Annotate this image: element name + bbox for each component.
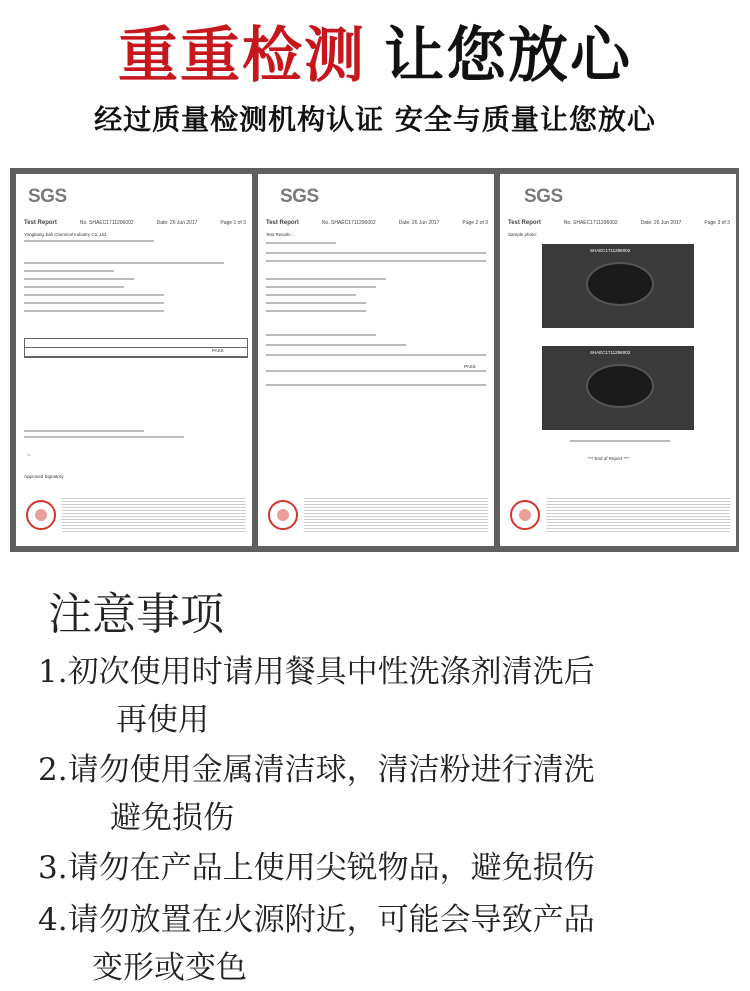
sgs-logo: SGS bbox=[28, 186, 67, 207]
title-red: 重重检测 bbox=[118, 21, 366, 91]
seal-stamp bbox=[26, 500, 56, 530]
certificate-page-3 bbox=[500, 174, 736, 546]
certificate-page-2 bbox=[258, 174, 494, 546]
notice-item-4: 4.请勿放置在火源附近，可能会导致产品 bbox=[38, 902, 595, 938]
notice-item-4-cont: 变形或变色 bbox=[92, 950, 247, 986]
conclusion-badge: PASS bbox=[212, 348, 224, 353]
report-no: No. SHAEC1711296002 bbox=[321, 220, 376, 226]
report-label: Test Report bbox=[24, 220, 57, 226]
notice-item-2: 2.请勿使用金属清洁球，清洁粉进行清洗 bbox=[38, 752, 595, 788]
page-title bbox=[0, 8, 750, 94]
report-header bbox=[508, 220, 730, 226]
notice-title: 注意事项 bbox=[48, 589, 224, 640]
report-date: Date: 26 Jun 2017 bbox=[398, 220, 440, 226]
certificate-panel bbox=[10, 168, 739, 552]
report-date: Date: 26 Jun 2017 bbox=[640, 220, 682, 226]
seal-stamp bbox=[268, 500, 298, 530]
signature: ~ bbox=[26, 450, 32, 460]
report-label: Test Report bbox=[266, 220, 299, 226]
subtitle: 经过质量检测机构认证 安全与质量让您放心 bbox=[94, 103, 656, 136]
report-header bbox=[24, 220, 246, 226]
certificate-footer bbox=[506, 494, 730, 540]
conclusion-badge: PASS bbox=[464, 364, 476, 369]
notice-item-1: 1.初次使用时请用餐具中性洗涤剂清洗后 bbox=[38, 654, 595, 690]
photo-label: Sample photo: bbox=[508, 232, 538, 237]
sample-photo-bottom bbox=[542, 346, 694, 430]
end-of-report: *** End of Report *** bbox=[588, 456, 629, 461]
report-page: Page 1 of 3 bbox=[220, 220, 246, 226]
sample-photo-top bbox=[542, 244, 694, 328]
seal-stamp bbox=[510, 500, 540, 530]
results-label: Test Results : bbox=[266, 232, 294, 237]
report-header bbox=[266, 220, 488, 226]
notice-item-3: 3.请勿在产品上使用尖锐物品，避免损伤 bbox=[38, 850, 595, 886]
report-label: Test Report bbox=[508, 220, 541, 226]
sgs-logo: SGS bbox=[280, 186, 319, 207]
sample-id: SHAEC1711296002 bbox=[590, 350, 631, 355]
notice-item-2-cont: 避免损伤 bbox=[110, 800, 234, 836]
certificate-footer bbox=[264, 494, 488, 540]
report-date: Date: 26 Jun 2017 bbox=[156, 220, 198, 226]
sgs-logo: SGS bbox=[524, 186, 563, 207]
report-page: Page 3 of 3 bbox=[704, 220, 730, 226]
report-no: No. SHAEC1711296002 bbox=[79, 220, 134, 226]
notice-item-1-cont: 再使用 bbox=[116, 702, 209, 738]
report-page: Page 2 of 3 bbox=[462, 220, 488, 226]
pan-image bbox=[586, 364, 654, 408]
sample-id: SHAEC1711296002 bbox=[590, 248, 631, 253]
certificate-page-1 bbox=[16, 174, 252, 546]
pan-image bbox=[586, 262, 654, 306]
client-name: Yongkang Jiali Chemical Industry Co.,Ltd. bbox=[24, 232, 108, 237]
title-black: 让您放心 bbox=[384, 21, 632, 91]
certificate-footer bbox=[22, 494, 246, 540]
report-no: No. SHAEC1711296002 bbox=[563, 220, 618, 226]
signatory-label: Approved Signatory bbox=[24, 474, 64, 479]
